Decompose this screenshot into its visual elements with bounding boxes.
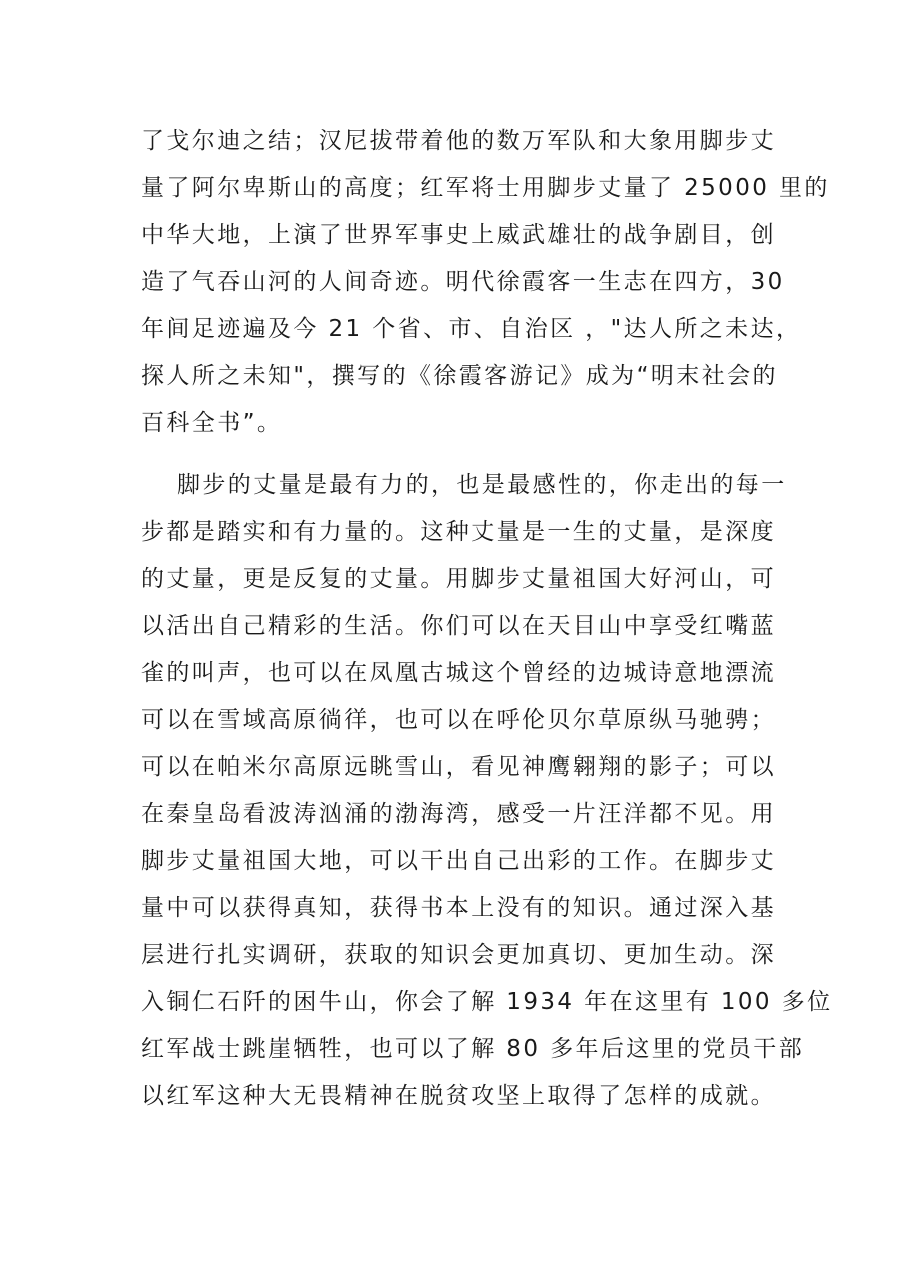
document-body (141, 118, 833, 1120)
text-line: 脚步的丈量是最有力的，也是最感性的，你走出的每一 (177, 472, 787, 498)
text-line: 量了阿尔卑斯山的高度；红军将士用脚步丈量了 25000 里的 (141, 175, 830, 201)
text-line: 在秦皇岛看波涛汹涌的渤海湾，感受一片汪洋都不见。用 (141, 801, 776, 827)
text-line: 层进行扎实调研，获取的知识会更加真切、更加生动。深 (141, 942, 776, 968)
text-line: 探人所之未知"，撰写的《徐霞客游记》成为“明末社会的 (141, 363, 778, 389)
text-line: 中华大地，上演了世界军事史上威武雄壮的战争剧目，创 (141, 222, 776, 248)
text-line: 的丈量，更是反复的丈量。用脚步丈量祖国大好河山，可 (141, 566, 776, 592)
text-line: 步都是踏实和有力量的。这种丈量是一生的丈量，是深度 (141, 519, 776, 545)
paragraph-2 (141, 462, 833, 1120)
text-line: 年间足迹遍及今 21 个省、市、自治区 ，"达人所之未达， (141, 316, 802, 342)
text-line: 造了气吞山河的人间奇迹。明代徐霞客一生志在四方，30 (141, 269, 785, 295)
text-line: 雀的叫声，也可以在凤凰古城这个曾经的边城诗意地漂流 (141, 660, 776, 686)
text-line: 百科全书”。 (141, 410, 283, 436)
text-line: 以活出自己精彩的生活。你们可以在天目山中享受红嘴蓝 (141, 613, 776, 639)
text-line: 可以在雪域高原徜徉，也可以在呼伦贝尔草原纵马驰骋； (141, 707, 776, 733)
text-line: 以红军这种大无畏精神在脱贫攻坚上取得了怎样的成就。 (141, 1083, 776, 1109)
text-line: 可以在帕米尔高原远眺雪山，看见神鹰翱翔的影子；可以 (141, 754, 776, 780)
text-line: 红军战士跳崖牺牲，也可以了解 80 多年后这里的党员干部 (141, 1036, 805, 1062)
text-line: 入铜仁石阡的困牛山，你会了解 1934 年在这里有 100 多位 (141, 989, 833, 1015)
text-line: 了戈尔迪之结；汉尼拔带着他的数万军队和大象用脚步丈 (141, 128, 776, 154)
text-line: 脚步丈量祖国大地，可以干出自己出彩的工作。在脚步丈 (141, 848, 776, 874)
paragraph-1 (141, 118, 830, 447)
text-line: 量中可以获得真知，获得书本上没有的知识。通过深入基 (141, 895, 776, 921)
